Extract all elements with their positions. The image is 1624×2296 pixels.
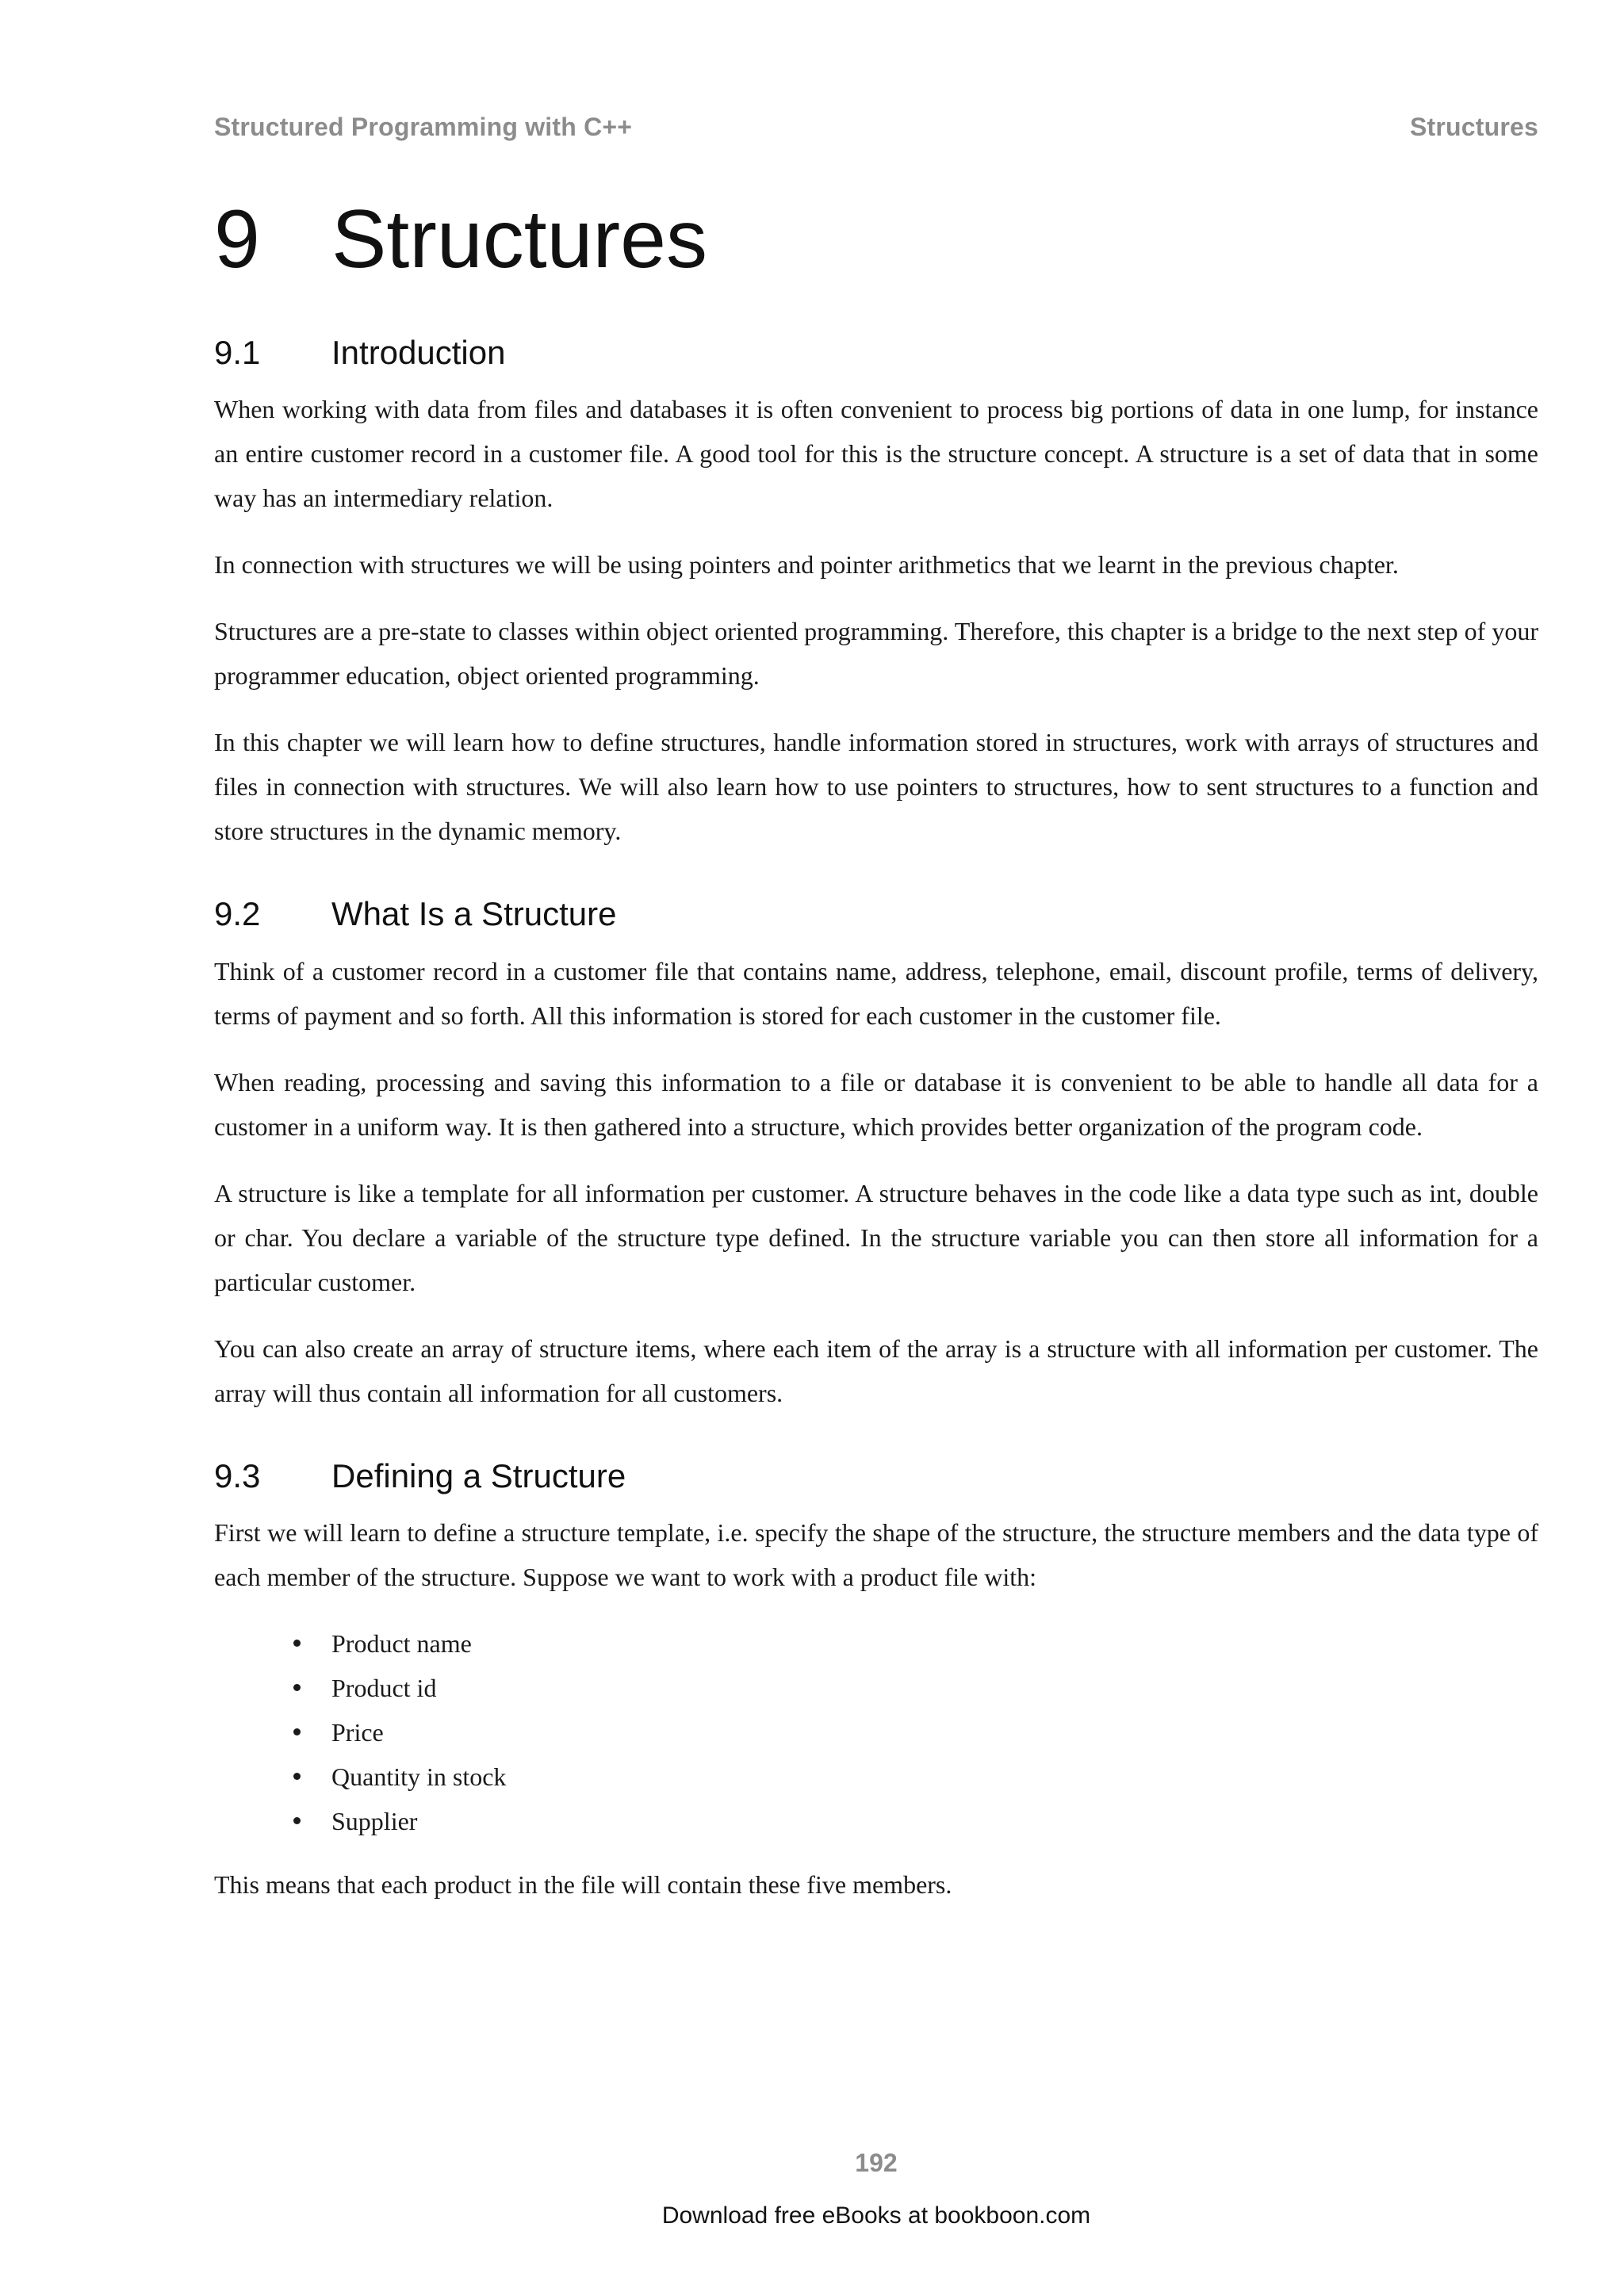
list-item-text: Price (331, 1718, 384, 1747)
chapter-title (214, 193, 707, 285)
paragraph: Think of a customer record in a customer file that contains name, address, telephone, email, discount profile, terms of delivery, terms of payment and so forth. All this information is stored for each customer in the customer file. (214, 956, 1538, 1030)
bullet-icon (293, 1684, 301, 1691)
paragraph: A structure is like a template for all information per customer. A structure behaves in the code like a data type such as int, double or char. You declare a variable of the structure type defined. In the structure variable you can then store all information for a particular customer. (214, 1178, 1538, 1296)
paragraph: When reading, processing and saving this information to a file or database it is convenient to be able to handle all data for a customer in a uniform way. It is then gathered into a structure, which provides better organization of the program code. (214, 1067, 1538, 1141)
list-item-text: Product name (331, 1629, 472, 1659)
section-what-is-a-structure (214, 894, 1538, 1414)
section-number: 9.3 (214, 1456, 261, 1494)
bullet-icon (293, 1728, 301, 1735)
chapter-number: 9 (214, 193, 260, 285)
download-link[interactable]: Download free eBooks at bookboon.com (661, 2202, 1091, 2229)
paragraph: In connection with structures we will be using pointers and pointer arithmetics that we learnt in the previous chapter. (214, 550, 1399, 580)
list-item (293, 1621, 1538, 1666)
section-title: Defining a Structure (331, 1456, 626, 1494)
list-item (293, 1799, 1538, 1843)
running-header-chapter-name: Structures (1409, 113, 1538, 141)
document-page (214, 0, 1538, 2296)
member-list (214, 1621, 1538, 1843)
paragraph: First we will learn to define a structure template, i.e. specify the shape of the structure, the structure members and the data type of each member of the structure. Suppose we want to work with a product file with: (214, 1518, 1538, 1592)
chapter-title-text: Structures (331, 193, 707, 285)
list-item (293, 1710, 1538, 1755)
section-title: What Is a Structure (331, 895, 617, 933)
list-item (293, 1755, 1538, 1799)
running-header-book-title: Structured Programming with C++ (214, 113, 633, 141)
paragraph: When working with data from files and databases it is often convenient to process big portions of data in one lump, for instance an entire customer record in a customer file. A good tool for this is the structure concept. A structure is a set of data that in some way has an intermediary relation. (214, 395, 1538, 513)
page-content (214, 333, 1538, 1948)
bullet-icon (293, 1773, 301, 1780)
list-item-text: Supplier (331, 1807, 418, 1836)
paragraph: You can also create an array of structure items, where each item of the array is a structure with all information per customer. The array will thus contain all information for all customers. (214, 1334, 1538, 1407)
paragraph: In this chapter we will learn how to define structures, handle information stored in structures, work with arrays of structures and files in connection with structures. We will also learn how to use pointers to structures, how to sent structures to a function and store structures in the dynamic memory. (214, 728, 1538, 846)
section-defining-a-structure (214, 1456, 1538, 1907)
list-item-text: Product id (331, 1674, 437, 1703)
section-number: 9.2 (214, 895, 261, 933)
page-number: 192 (855, 2149, 898, 2177)
section-introduction (214, 333, 1538, 853)
section-heading (214, 333, 1538, 373)
section-heading (214, 894, 1538, 934)
section-heading (214, 1456, 1538, 1496)
list-item (293, 1666, 1538, 1710)
paragraph: Structures are a pre-state to classes within object oriented programming. Therefore, this chapter is a bridge to the next step of your programmer education, object oriented programming. (214, 617, 1538, 691)
bullet-icon (293, 1640, 301, 1647)
running-header (214, 113, 1538, 142)
section-title: Introduction (331, 334, 506, 371)
bullet-icon (293, 1817, 301, 1824)
paragraph: This means that each product in the file will contain these five members. (214, 1870, 952, 1900)
list-item-text: Quantity in stock (331, 1762, 507, 1792)
section-number: 9.1 (214, 334, 261, 371)
